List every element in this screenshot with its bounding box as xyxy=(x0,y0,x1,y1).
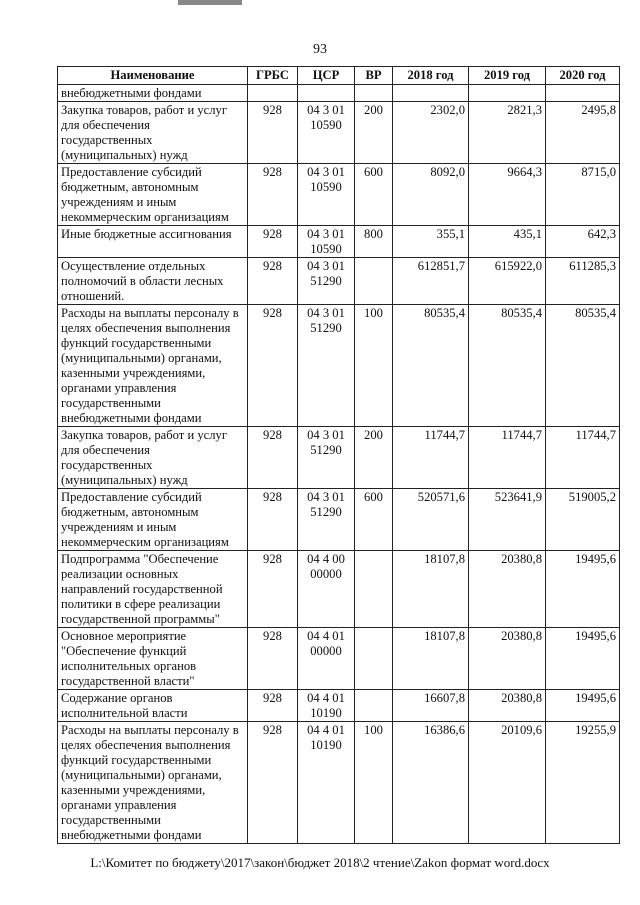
row-grbs-cell: 928 xyxy=(248,102,298,164)
file-path-footer: L:\Комитет по бюджету\2017\закон\бюджет 2018\2 чтение\Zakon формат word.docx xyxy=(90,855,550,870)
table-row xyxy=(58,305,620,427)
row-name-cell: Осуществление отдельных полномочий в области лесных отношений. xyxy=(58,258,248,305)
row-2019-cell: 20380,8 xyxy=(469,690,546,722)
row-grbs-cell: 928 xyxy=(248,551,298,628)
table-row xyxy=(58,164,620,226)
row-grbs-cell: 928 xyxy=(248,164,298,226)
row-csr-cell: 04 3 01 10590 xyxy=(298,226,355,258)
row-2018-cell: 18107,8 xyxy=(393,628,469,690)
table-row xyxy=(58,489,620,551)
row-name-cell: Предоставление субсидий бюджетным, автономным учреждениям и иным некоммерческим организациям xyxy=(58,164,248,226)
table-row xyxy=(58,551,620,628)
row-csr-cell xyxy=(298,85,355,102)
row-2018-cell: 16607,8 xyxy=(393,690,469,722)
row-name-cell: Закупка товаров, работ и услуг для обеспечения государственных (муниципальных) нужд xyxy=(58,427,248,489)
row-name-cell: Подпрограмма "Обеспечение реализации основных направлений государственной политики в сфере реализации государственной программы" xyxy=(58,551,248,628)
row-2019-cell: 615922,0 xyxy=(469,258,546,305)
row-csr-cell: 04 3 01 51290 xyxy=(298,305,355,427)
row-2020-cell: 19495,6 xyxy=(546,551,620,628)
row-2020-cell: 519005,2 xyxy=(546,489,620,551)
row-grbs-cell: 928 xyxy=(248,690,298,722)
header-name: Наименование xyxy=(58,67,248,85)
scan-edge-strip xyxy=(178,0,242,5)
row-grbs-cell: 928 xyxy=(248,305,298,427)
header-2018: 2018 год xyxy=(393,67,469,85)
row-csr-cell: 04 3 01 51290 xyxy=(298,258,355,305)
row-grbs-cell xyxy=(248,85,298,102)
row-2020-cell: 19255,9 xyxy=(546,722,620,844)
row-vr-cell: 600 xyxy=(355,489,393,551)
row-vr-cell: 100 xyxy=(355,305,393,427)
row-2020-cell: 611285,3 xyxy=(546,258,620,305)
header-vr: ВР xyxy=(355,67,393,85)
row-csr-cell: 04 4 01 10190 xyxy=(298,690,355,722)
row-2019-cell: 80535,4 xyxy=(469,305,546,427)
row-2019-cell: 20380,8 xyxy=(469,628,546,690)
row-vr-cell xyxy=(355,85,393,102)
table-row xyxy=(58,85,620,102)
row-csr-cell: 04 4 00 00000 xyxy=(298,551,355,628)
table-row xyxy=(58,427,620,489)
row-2019-cell: 523641,9 xyxy=(469,489,546,551)
row-2019-cell: 2821,3 xyxy=(469,102,546,164)
row-csr-cell: 04 3 01 10590 xyxy=(298,164,355,226)
row-name-cell: Содержание органов исполнительной власти xyxy=(58,690,248,722)
row-csr-cell: 04 4 01 10190 xyxy=(298,722,355,844)
table-row xyxy=(58,226,620,258)
row-2020-cell: 642,3 xyxy=(546,226,620,258)
row-vr-cell xyxy=(355,628,393,690)
header-csr: ЦСР xyxy=(298,67,355,85)
row-name-cell: внебюджетными фондами xyxy=(58,85,248,102)
header-2019: 2019 год xyxy=(469,67,546,85)
row-vr-cell: 200 xyxy=(355,427,393,489)
row-2018-cell: 80535,4 xyxy=(393,305,469,427)
row-2018-cell: 8092,0 xyxy=(393,164,469,226)
row-csr-cell: 04 3 01 10590 xyxy=(298,102,355,164)
table-row xyxy=(58,628,620,690)
row-2018-cell: 2302,0 xyxy=(393,102,469,164)
row-grbs-cell: 928 xyxy=(248,489,298,551)
row-2020-cell: 19495,6 xyxy=(546,628,620,690)
row-2019-cell xyxy=(469,85,546,102)
row-name-cell: Закупка товаров, работ и услуг для обеспечения государственных (муниципальных) нужд xyxy=(58,102,248,164)
row-vr-cell: 100 xyxy=(355,722,393,844)
row-csr-cell: 04 3 01 51290 xyxy=(298,489,355,551)
row-grbs-cell: 928 xyxy=(248,258,298,305)
row-grbs-cell: 928 xyxy=(248,427,298,489)
row-2019-cell: 11744,7 xyxy=(469,427,546,489)
table-row xyxy=(58,258,620,305)
row-grbs-cell: 928 xyxy=(248,226,298,258)
row-name-cell: Расходы на выплаты персоналу в целях обеспечения выполнения функций государственными (муниципальными) органами, казенными учреждениями, органами управления государственными внебюджетными фондами xyxy=(58,722,248,844)
header-grbs: ГРБС xyxy=(248,67,298,85)
row-vr-cell xyxy=(355,258,393,305)
row-grbs-cell: 928 xyxy=(248,722,298,844)
row-2020-cell: 80535,4 xyxy=(546,305,620,427)
row-2018-cell xyxy=(393,85,469,102)
row-2018-cell: 11744,7 xyxy=(393,427,469,489)
page-number: 93 xyxy=(313,42,327,57)
row-vr-cell: 200 xyxy=(355,102,393,164)
row-2020-cell: 11744,7 xyxy=(546,427,620,489)
table-header-row xyxy=(58,67,620,85)
row-2018-cell: 18107,8 xyxy=(393,551,469,628)
row-2018-cell: 355,1 xyxy=(393,226,469,258)
table-row xyxy=(58,722,620,844)
row-vr-cell: 800 xyxy=(355,226,393,258)
row-2019-cell: 9664,3 xyxy=(469,164,546,226)
row-vr-cell xyxy=(355,551,393,628)
row-2020-cell xyxy=(546,85,620,102)
row-2018-cell: 16386,6 xyxy=(393,722,469,844)
row-2019-cell: 20109,6 xyxy=(469,722,546,844)
row-vr-cell xyxy=(355,690,393,722)
row-2019-cell: 20380,8 xyxy=(469,551,546,628)
row-csr-cell: 04 3 01 51290 xyxy=(298,427,355,489)
header-2020: 2020 год xyxy=(546,67,620,85)
row-name-cell: Расходы на выплаты персоналу в целях обеспечения выполнения функций государственными (муниципальными) органами, казенными учреждениями, органами управления государственными внебюджетными фондами xyxy=(58,305,248,427)
row-name-cell: Основное мероприятие "Обеспечение функций исполнительных органов государственной власти" xyxy=(58,628,248,690)
row-2018-cell: 520571,6 xyxy=(393,489,469,551)
row-2018-cell: 612851,7 xyxy=(393,258,469,305)
table-row xyxy=(58,690,620,722)
row-2020-cell: 2495,8 xyxy=(546,102,620,164)
table-body xyxy=(58,85,620,844)
row-grbs-cell: 928 xyxy=(248,628,298,690)
row-name-cell: Иные бюджетные ассигнования xyxy=(58,226,248,258)
row-2020-cell: 19495,6 xyxy=(546,690,620,722)
row-vr-cell: 600 xyxy=(355,164,393,226)
table-row xyxy=(58,102,620,164)
budget-table xyxy=(57,66,620,844)
row-name-cell: Предоставление субсидий бюджетным, автономным учреждениям и иным некоммерческим организациям xyxy=(58,489,248,551)
row-2020-cell: 8715,0 xyxy=(546,164,620,226)
row-2019-cell: 435,1 xyxy=(469,226,546,258)
row-csr-cell: 04 4 01 00000 xyxy=(298,628,355,690)
